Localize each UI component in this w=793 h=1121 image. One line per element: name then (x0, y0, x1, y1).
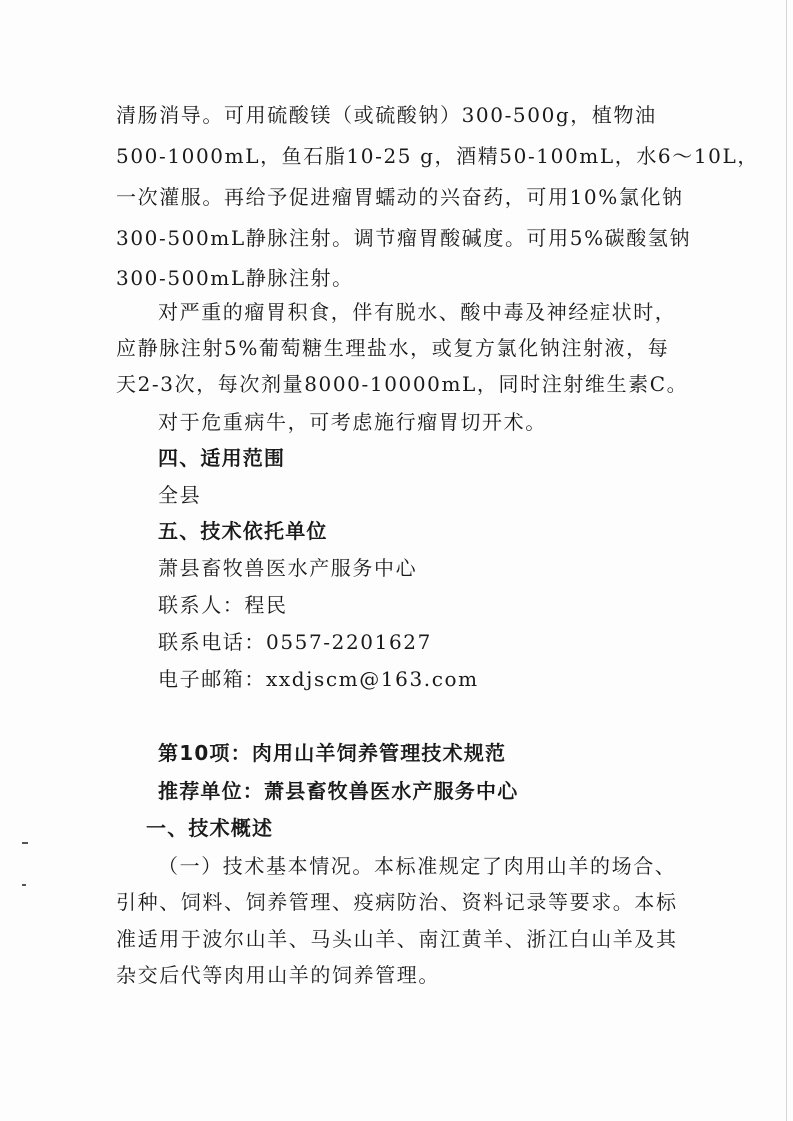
paragraph-line: 300-500mL静脉注射。调节瘤胃酸碱度。可用5%碳酸氢钠 (116, 226, 692, 250)
contact-email: 电子邮箱：xxdjscm@163.com (158, 667, 479, 691)
section-content: 全县 (158, 483, 202, 507)
scan-mark (22, 884, 26, 886)
scan-mark (22, 842, 28, 844)
paragraph-line: 对于危重病牛，可考虑施行瘤胃切开术。 (158, 410, 547, 434)
paragraph-line: 清肠消导。可用硫酸镁（或硫酸钠）300-500g，植物油 (116, 103, 657, 127)
paragraph-line: 杂交后代等肉用山羊的饲养管理。 (116, 963, 440, 987)
paragraph-line: 准适用于波尔山羊、马头山羊、南江黄羊、浙江白山羊及其 (116, 927, 678, 951)
paragraph-line: 300-500mL静脉注射。 (116, 266, 354, 290)
recommend-unit: 推荐单位：萧县畜牧兽医水产服务中心 (158, 779, 519, 803)
paragraph-line: 一次灌服。再给予促进瘤胃蠕动的兴奋药，可用10%氯化钠 (116, 185, 684, 209)
section-heading: 一、技术概述 (146, 816, 274, 840)
paragraph-line: 500-1000mL，鱼石脂10-25 g，酒精50-100mL，水6～10L， (116, 144, 759, 168)
scan-edge-line (786, 0, 787, 1121)
item-title: 第10项：肉用山羊饲养管理技术规范 (158, 741, 507, 765)
paragraph-line: 引种、饲料、饲养管理、疫病防治、资料记录等要求。本标 (116, 890, 678, 914)
contact-phone: 联系电话：0557-2201627 (158, 630, 432, 654)
contact-person: 联系人：程民 (158, 593, 288, 617)
section-heading: 四、适用范围 (158, 446, 286, 470)
paragraph-line: 应静脉注射5%葡萄糖生理盐水，或复方氯化钠注射液，每 (116, 336, 670, 360)
paragraph-line: 对严重的瘤胃积食，伴有脱水、酸中毒及神经症状时， (158, 300, 677, 324)
paragraph-line: 天2-3次，每次剂量8000-10000mL，同时注射维生素C。 (116, 372, 689, 396)
paragraph-line: （一）技术基本情况。本标准规定了肉用山羊的场合、 (158, 854, 677, 878)
section-heading: 五、技术依托单位 (158, 519, 328, 543)
unit-name: 萧县畜牧兽医水产服务中心 (158, 556, 418, 580)
